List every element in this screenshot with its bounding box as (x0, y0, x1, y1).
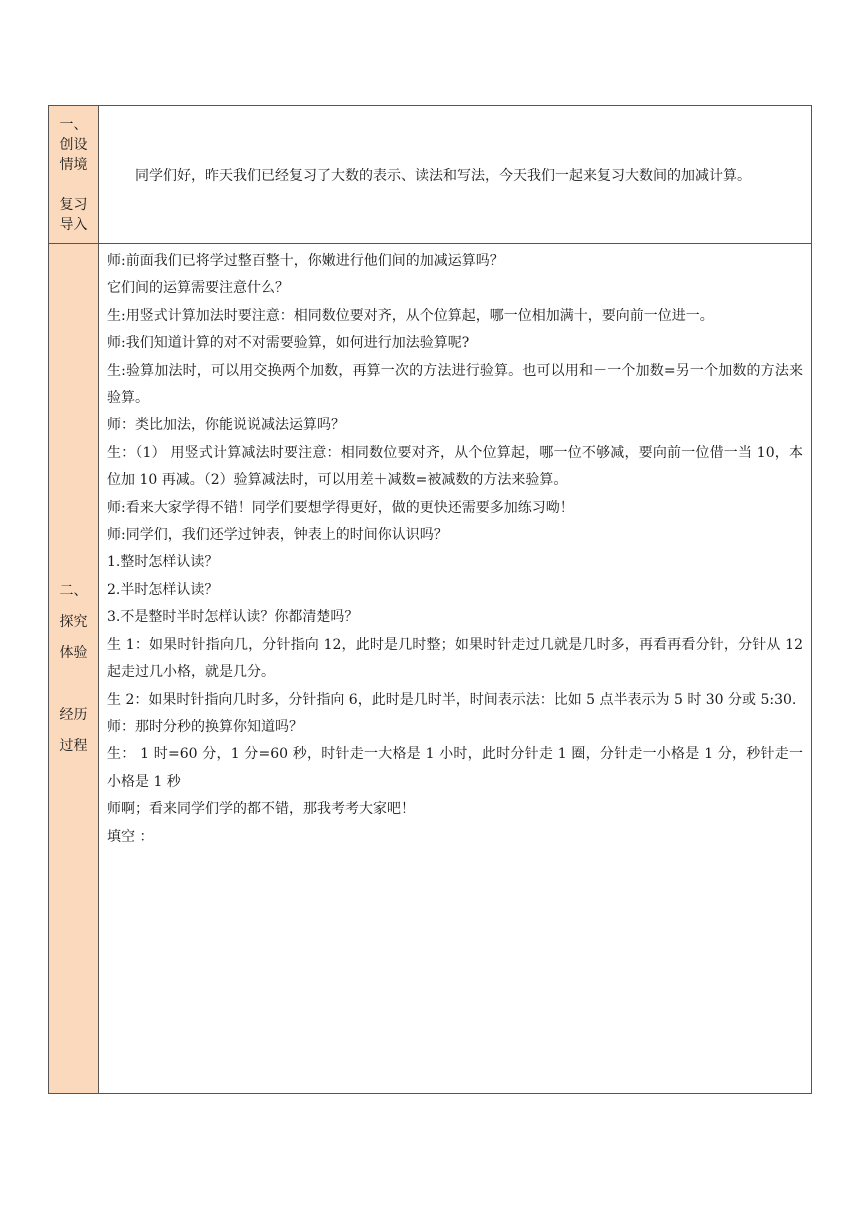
dialogue-line: 它们间的运算需要注意什么？ (107, 280, 289, 297)
dialogue-line: 师：那时分秒的换算你知道吗？ (107, 718, 303, 735)
label-line: 探究 (59, 613, 88, 630)
lesson-plan-table (48, 105, 812, 1094)
section-intro-content (99, 106, 812, 244)
dialogue-line: 生 2：如果时针指向几时多，分针指向 6，此时是几时半，时间表示法：比如 5 点半表示为 5 时 30 分或 5:30. (107, 691, 797, 708)
section-intro-row (49, 106, 812, 244)
label-line: 导入 (59, 216, 88, 233)
section-intro-label (49, 106, 99, 244)
dialogue-line: 生:验算加法时，可以用交换两个加数，再算一次的方法进行验算。也可以用和－一个加数=另一个加数的方法来验算。 (107, 362, 803, 407)
intro-paragraph: 同学们好，昨天我们已经复习了大数的表示、读法和写法，今天我们一起来复习大数间的加减计算。 (135, 168, 751, 184)
section-explore-row (49, 244, 812, 1094)
dialogue-line: 2.半时怎样认读？ (107, 581, 219, 598)
dialogue-line: 1.整时怎样认读？ (107, 554, 219, 571)
dialogue-line: 师:我们知道计算的对不对需要验算，如何进行加法验算呢? (107, 335, 470, 352)
label-line: 二、 (59, 582, 88, 599)
dialogue-line: 师:前面我们已将学过整百整十，你嫩进行他们间的加减运算吗？ (107, 253, 504, 269)
dialogue-line: 师啊；看来同学们学的都不错，那我考考大家吧！ (107, 801, 415, 818)
dialogue-line: 师:看来大家学得不错！同学们要想学得更好，做的更快还需要多加练习呦！ (107, 499, 574, 516)
label-line: 复习 (59, 196, 88, 213)
section-explore-label (49, 244, 99, 1094)
label-line: 创设 (59, 136, 88, 153)
dialogue-line: 生:用竖式计算加法时要注意：相同数位要对齐，从个位算起，哪一位相加满十，要向前一位进一。 (107, 307, 714, 324)
dialogue-line: 师:同学们，我们还学过钟表，钟表上的时间你认识吗？ (107, 527, 448, 544)
dialogue-line: 生 1：如果时针指向几，分针指向 12，此时是几时整；如果时针走过几就是几时多，再看再看分针，分针从 12 起走过几小格，就是几分。 (107, 636, 803, 681)
label-line: 情境 (59, 156, 88, 173)
section-explore-content (99, 244, 812, 1094)
label-line: 体验 (59, 644, 88, 661)
dialogue-line: 生：（1） 用竖式计算减法时要注意：相同数位要对齐，从个位算起，哪一位不够减，要向前一位借一当 10，本位加 10 再减。（2）验算减法时，可以用差＋减数=被减数的方法来验算。 (107, 444, 803, 489)
label-line: 一、 (59, 116, 88, 133)
dialogue-line: 生： 1 时=60 分，1 分=60 秒，时针走一大格是 1 小时，此时分针走 1 圈，分针走一小格是 1 分，秒针走一小格是 1 秒 (107, 746, 803, 790)
dialogue-line: 师：类比加法，你能说说减法运算吗？ (107, 417, 345, 434)
dialogue-line: 3.不是整时半时怎样认读？你都清楚吗？ (107, 609, 359, 626)
label-line: 过程 (59, 737, 88, 754)
label-line: 经历 (59, 706, 88, 723)
dialogue-line: 填空 ： (107, 828, 154, 845)
